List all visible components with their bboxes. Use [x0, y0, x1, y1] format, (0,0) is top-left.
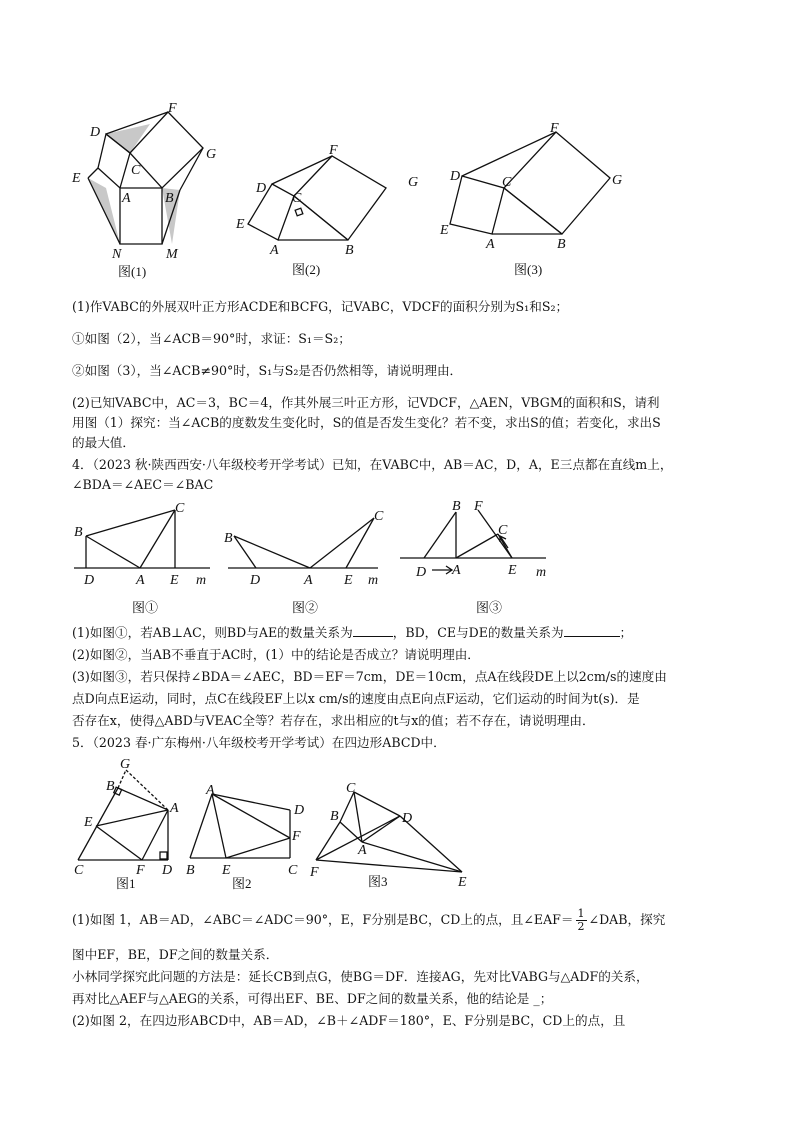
q5-fig1-label: F — [136, 863, 145, 878]
q5-part2: (2)如图 2，在四边形ABCD中，AB＝AD，∠B＋∠ADF＝180°，E、F分别是BC，CD上的点，且 — [72, 1013, 626, 1028]
q5-fig3-label: F — [310, 865, 319, 880]
q4-fig2-label: A — [304, 573, 313, 588]
q4-part3-line3: 否存在x，使得△ABD与VEAC全等？若存在，求出相应的t与x的值；若不存在，请说明理由． — [72, 713, 595, 728]
fraction-denominator: 2 — [577, 920, 585, 933]
q3-fig2-label: G — [408, 175, 419, 190]
q4-figure-1 — [70, 500, 220, 618]
q5-fig2-label: D — [294, 803, 305, 818]
q5-fig3-label: C — [346, 781, 356, 796]
q3-fig1-label: C — [131, 163, 141, 178]
q4-fig1-label: D — [84, 573, 95, 588]
q4-fig3-label: D — [416, 565, 427, 580]
q5-fig2-caption: 图2 — [232, 876, 252, 890]
q3-fig2-label: A — [270, 243, 279, 258]
q5-fig2-label: A — [206, 783, 215, 798]
q3-part1: (1)作VABC的外展双叶正方形ACDE和BCFG，记VABC，VDCF的面积分别为S₁和S₂； — [72, 299, 569, 314]
q3-part2-line3: 的最大值． — [72, 435, 135, 450]
q5-fig1-label: G — [120, 757, 131, 772]
q4-figure-2 — [222, 500, 392, 618]
q4-fig3-caption: 图③ — [476, 600, 503, 615]
q4-part3-line1: (3)如图③，若只保持∠BDA＝∠AEC，BD＝EF＝7cm，DE＝10cm，点A在线段DE上以2cm/s的速度由 — [72, 669, 667, 684]
q4-fig3-label: C — [498, 523, 508, 538]
q4-fig2-caption: 图② — [292, 600, 319, 615]
q3-fig3-label: E — [440, 223, 449, 238]
q5-fig3-label: A — [358, 843, 367, 858]
q3-fig2-label: F — [329, 143, 338, 158]
q3-part1-i: ①如图（2），当∠ACB＝90°时，求证：S₁＝S₂； — [72, 331, 351, 346]
q3-fig1-label: D — [90, 125, 101, 140]
q4-p1-text-b: ，BD，CE与DE的数量关系为 — [392, 625, 564, 640]
q3-fig2-label: C — [292, 191, 302, 206]
q5-fig1-label: B — [106, 779, 115, 794]
q3-fig1-label: A — [122, 191, 131, 206]
q5-p1-text-b: ∠DAB，探究 — [588, 912, 666, 927]
q4-part3-line2: 点D向点E运动，同时，点C在线段EF上以x cm/s的速度由点E向点F运动，它们运动的时间为t(s)．是 — [72, 691, 640, 706]
fraction-numerator: 1 — [577, 907, 585, 920]
q5-figure-3 — [308, 776, 478, 890]
answer-blank-1[interactable] — [353, 624, 393, 637]
q3-part2-line2: 用图（1）探究：当∠ACB的度数发生变化时，S的值是否发生变化？若不变，求出S的值；若变化，求出S — [72, 415, 661, 430]
q3-part2-line1: (2)已知VABC中，AC＝3，BC＝4，作其外展三叶正方形，记VDCF，△AEN，VBGM的面积和S，请利 — [72, 395, 660, 410]
q4-fig2-label: E — [344, 573, 353, 588]
answer-blank-3[interactable]: _； — [533, 991, 553, 1006]
q4-fig3-label: A — [452, 563, 461, 578]
q5-p1-line4-text: 再对比△AEF与△AEG的关系，可得出EF、BE、DF之间的数量关系，他的结论是 — [72, 991, 530, 1006]
q3-fig3-label: A — [486, 237, 495, 252]
q5-fig1-label: D — [162, 863, 173, 878]
q5-header: 5．（2023 春·广东梅州·八年级校考开学考试）在四边形ABCD中． — [72, 735, 446, 750]
q5-part1-line2: 图中EF，BE，DF之间的数量关系． — [72, 947, 279, 962]
q3-fig1-label: F — [168, 101, 177, 116]
q5-fig3-label: E — [458, 875, 467, 890]
q3-fig2-label: D — [256, 181, 267, 196]
q4-figure-3 — [396, 496, 556, 618]
q3-fig1-label: G — [206, 147, 217, 162]
q4-fig3-label: E — [508, 563, 517, 578]
q4-part1 — [72, 624, 752, 642]
q5-fig1-caption: 图1 — [116, 876, 136, 890]
q4-fig1-label: B — [74, 525, 83, 540]
q3-fig3-label: C — [502, 175, 512, 190]
fraction-one-half — [576, 908, 587, 933]
q5-part1-line3: 小林同学探究此问题的方法是：延长CB到点G，使BG＝DF．连接AG，先对比VABG与△ADF的关系， — [72, 969, 649, 984]
q5-fig1-label: C — [74, 863, 84, 878]
q5-figure-2 — [182, 780, 312, 890]
q3-fig2-label: B — [345, 243, 354, 258]
q3-fig1-label: M — [166, 247, 178, 262]
q4-fig3-label: F — [474, 499, 483, 514]
q4-condition: ∠BDA＝∠AEC＝∠BAC — [72, 477, 214, 492]
q3-fig3-label: B — [557, 237, 566, 252]
q4-p1-text-a: (1)如图①，若AB⊥AC，则BD与AE的数量关系为 — [72, 625, 353, 640]
q3-figure-1 — [68, 98, 238, 280]
q5-fig2-label: B — [186, 863, 195, 878]
q5-fig2-label: F — [292, 829, 301, 844]
q3-fig2-caption: 图(2) — [292, 262, 321, 277]
q5-fig3-label: D — [402, 811, 413, 826]
q4-fig2-label: m — [368, 573, 379, 588]
q4-fig1-label: E — [170, 573, 179, 588]
answer-blank-2[interactable] — [564, 624, 620, 637]
q5-part1-line1 — [72, 908, 752, 933]
q5-p1-text-a: (1)如图 1，AB＝AD，∠ABC＝∠ADC＝90°，E，F分别是BC，CD上的点，且∠EAF＝ — [72, 912, 574, 927]
q4-p1-text-c: ； — [619, 625, 633, 640]
q4-fig1-caption: 图① — [132, 600, 159, 615]
q4-fig3-label: m — [536, 565, 547, 580]
q3-fig1-caption: 图(1) — [118, 264, 147, 279]
q5-fig1-label: E — [84, 815, 93, 830]
q3-fig1-label: N — [112, 247, 122, 262]
q4-part2: (2)如图②，当AB不垂直于AC时，(1）中的结论是否成立？请说明理由． — [72, 647, 480, 662]
q5-fig2-label: E — [222, 863, 231, 878]
q5-figure-1 — [70, 756, 190, 890]
q5-fig1-label: A — [170, 801, 179, 816]
q3-fig1-label: E — [72, 171, 81, 186]
q3-fig3-label: G — [612, 173, 623, 188]
q4-fig1-label: m — [196, 573, 207, 588]
q5-part1-line4 — [72, 990, 752, 1008]
q3-fig3-caption: 图(3) — [514, 262, 543, 277]
q4-fig1-label: A — [136, 573, 145, 588]
q3-part1-ii: ②如图（3），当∠ACB≠90°时，S₁与S₂是否仍然相等，请说明理由． — [72, 363, 463, 378]
q3-fig3-label: D — [450, 169, 461, 184]
q5-fig3-label: B — [330, 809, 339, 824]
q3-fig1-label: B — [165, 191, 174, 206]
q4-header: 4．（2023 秋·陕西西安·八年级校考开学考试）已知，在VABC中，AB＝AC，D，A，E三点都在直线m上， — [72, 457, 673, 472]
q4-fig1-label: C — [175, 501, 185, 516]
q4-fig2-label: B — [224, 531, 233, 546]
q3-fig3-label: F — [550, 121, 559, 136]
q4-fig2-label: D — [250, 573, 261, 588]
q4-fig3-label: B — [452, 499, 461, 514]
q3-figure-2 — [228, 136, 428, 280]
q3-fig2-label: E — [236, 217, 245, 232]
q3-figure-3 — [432, 116, 632, 280]
q4-fig2-label: C — [374, 509, 384, 524]
q5-fig2-label: C — [288, 863, 298, 878]
q5-fig3-caption: 图3 — [368, 874, 388, 889]
